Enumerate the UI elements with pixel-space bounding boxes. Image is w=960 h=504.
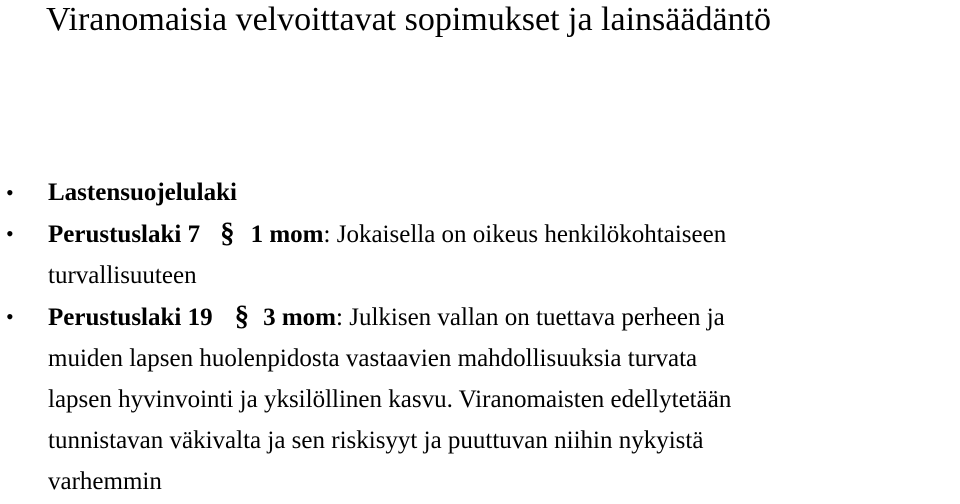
law-name: Perustuslaki 7 bbox=[48, 221, 201, 248]
bullet-dot-icon: • bbox=[6, 180, 14, 205]
bullet-dot-icon: • bbox=[6, 221, 14, 246]
bullet-text: Julkisen vallan on tuettava perheen ja bbox=[342, 304, 725, 331]
colon: : bbox=[336, 304, 343, 331]
colon: : bbox=[323, 221, 331, 248]
bullet-lastensuojelulaki bbox=[0, 172, 960, 213]
bullet-text-line: tunnistavan väkivalta ja sen riskisyyt ja puuttuvan niihin nykyistä bbox=[48, 427, 704, 454]
bullet-dot-icon: • bbox=[6, 304, 14, 329]
slide-title: Viranomaisia velvoittavat sopimukset ja lainsäädäntö bbox=[46, 1, 771, 38]
bullet-text-line: turvallisuuteen bbox=[48, 262, 197, 289]
bullet-text-line: varhemmin bbox=[48, 468, 162, 495]
bullet-perustuslaki-7 bbox=[0, 213, 960, 296]
law-name: Perustuslaki 19 bbox=[48, 304, 213, 331]
moment-label: 3 mom bbox=[263, 304, 337, 331]
bullet-list bbox=[0, 172, 960, 502]
bullet-perustuslaki-19 bbox=[0, 296, 960, 502]
law-name: Lastensuojelulaki bbox=[48, 179, 237, 206]
section-sign-icon: § bbox=[234, 300, 250, 332]
bullet-text-line: lapsen hyvinvointi ja yksilöllinen kasvu. Viranomaisten edellytetään bbox=[48, 386, 732, 413]
section-sign-icon: § bbox=[220, 217, 235, 249]
bullet-text-line: muiden lapsen huolenpidosta vastaavien mahdollisuuksia turvata bbox=[48, 345, 698, 372]
moment-label: 1 mom bbox=[250, 221, 324, 248]
bullet-text: Jokaisella on oikeus henkilökohtaiseen bbox=[330, 221, 727, 248]
